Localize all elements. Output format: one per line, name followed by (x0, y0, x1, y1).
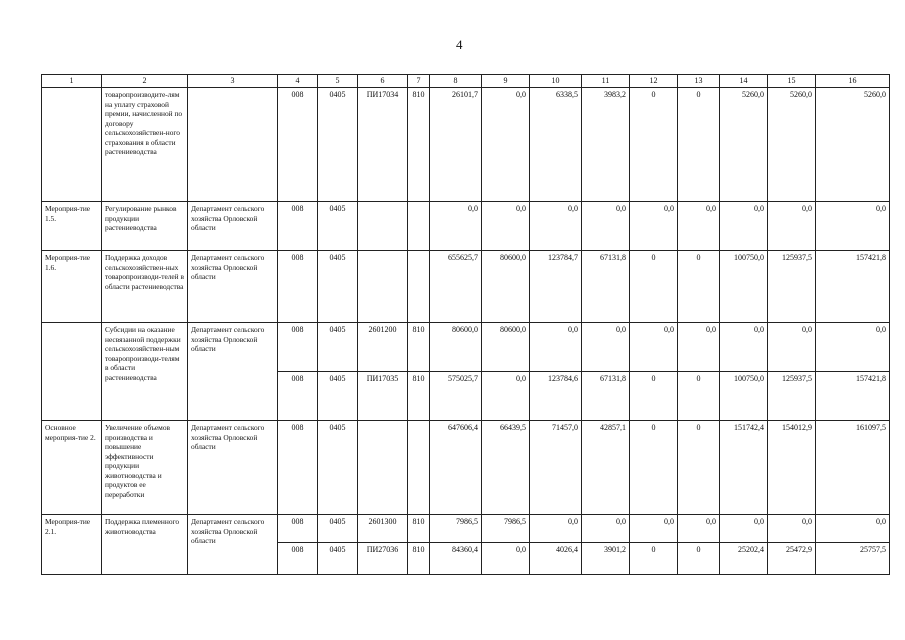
amount-cell: 66439,5 (482, 421, 530, 515)
amount-cell: 3983,2 (582, 88, 630, 202)
code-cell: 008 (278, 323, 318, 372)
amount-cell: 0,0 (720, 323, 768, 372)
code-cell: 0405 (318, 88, 358, 202)
amount-cell: 154012,9 (768, 421, 816, 515)
column-number-header: 7 (408, 75, 430, 88)
code-cell: ПИ27036 (358, 543, 408, 575)
description-cell: Поддержка племенного животноводства (102, 515, 188, 575)
column-number-header: 13 (678, 75, 720, 88)
amount-cell: 5260,0 (816, 88, 890, 202)
code-cell (358, 421, 408, 515)
table-row (42, 88, 890, 202)
amount-cell: 0,0 (530, 202, 582, 251)
amount-cell: 0,0 (630, 323, 678, 372)
column-number-header: 11 (582, 75, 630, 88)
amount-cell: 123784,7 (530, 251, 582, 323)
amount-cell: 575025,7 (430, 372, 482, 421)
code-cell (358, 202, 408, 251)
code-cell: 810 (408, 88, 430, 202)
executor-cell (188, 88, 278, 202)
code-cell: 0405 (318, 515, 358, 543)
measure-cell: Мероприя-тие 2.1. (42, 515, 102, 575)
amount-cell: 647606,4 (430, 421, 482, 515)
column-number-header: 2 (102, 75, 188, 88)
amount-cell: 25472,9 (768, 543, 816, 575)
executor-cell: Департамент сельского хозяйства Орловской области (188, 515, 278, 575)
amount-cell: 0 (630, 251, 678, 323)
code-cell: 008 (278, 202, 318, 251)
table-row (42, 202, 890, 251)
table-row (42, 421, 890, 515)
code-cell: 0405 (318, 421, 358, 515)
measure-cell: Мероприя-тие 1.6. (42, 251, 102, 323)
code-cell (408, 202, 430, 251)
amount-cell: 0,0 (630, 515, 678, 543)
amount-cell: 0,0 (582, 202, 630, 251)
code-cell (358, 251, 408, 323)
code-cell: 0405 (318, 543, 358, 575)
amount-cell: 125937,5 (768, 372, 816, 421)
amount-cell: 0,0 (530, 515, 582, 543)
amount-cell: 0,0 (530, 323, 582, 372)
code-cell: 0405 (318, 202, 358, 251)
amount-cell: 0 (630, 421, 678, 515)
amount-cell: 0 (630, 88, 678, 202)
code-cell: 2601200 (358, 323, 408, 372)
amount-cell: 100750,0 (720, 372, 768, 421)
amount-cell: 157421,8 (816, 372, 890, 421)
amount-cell: 0,0 (768, 202, 816, 251)
column-number-header: 10 (530, 75, 582, 88)
amount-cell: 0,0 (482, 88, 530, 202)
column-number-header: 4 (278, 75, 318, 88)
amount-cell: 42857,1 (582, 421, 630, 515)
measure-cell: Основное мероприя-тие 2. (42, 421, 102, 515)
code-cell (408, 251, 430, 323)
amount-cell: 0,0 (630, 202, 678, 251)
amount-cell: 123784,6 (530, 372, 582, 421)
column-number-header: 5 (318, 75, 358, 88)
column-number-header: 3 (188, 75, 278, 88)
amount-cell: 80600,0 (430, 323, 482, 372)
code-cell: 008 (278, 88, 318, 202)
description-cell: Регулирование рынков продукции растениеводства (102, 202, 188, 251)
executor-cell: Департамент сельского хозяйства Орловской области (188, 202, 278, 251)
table-row (42, 323, 890, 372)
amount-cell: 0 (678, 372, 720, 421)
amount-cell: 0 (678, 251, 720, 323)
amount-cell: 0,0 (816, 323, 890, 372)
column-number-header: 16 (816, 75, 890, 88)
amount-cell: 0,0 (678, 515, 720, 543)
amount-cell: 151742,4 (720, 421, 768, 515)
amount-cell: 0,0 (582, 515, 630, 543)
table-row (42, 251, 890, 323)
amount-cell: 26101,7 (430, 88, 482, 202)
amount-cell: 0 (630, 543, 678, 575)
column-number-header: 14 (720, 75, 768, 88)
amount-cell: 0,0 (582, 323, 630, 372)
executor-cell: Департамент сельского хозяйства Орловской области (188, 421, 278, 515)
amount-cell: 5260,0 (768, 88, 816, 202)
column-number-header: 8 (430, 75, 482, 88)
code-cell: 0405 (318, 372, 358, 421)
amount-cell: 3901,2 (582, 543, 630, 575)
amount-cell: 25202,4 (720, 543, 768, 575)
measure-cell: Мероприя-тие 1.5. (42, 202, 102, 251)
code-cell: 810 (408, 323, 430, 372)
code-cell: 810 (408, 515, 430, 543)
description-cell: Поддержка доходов сельскохозяйствен-ных товаропроизводи-телей в области растениеводства (102, 251, 188, 323)
amount-cell: 80600,0 (482, 323, 530, 372)
amount-cell: 157421,8 (816, 251, 890, 323)
code-cell: 008 (278, 251, 318, 323)
budget-table (41, 74, 890, 575)
description-cell: Увеличение объемов производства и повышение эффективности продукции животноводства и продуктов ее переработки (102, 421, 188, 515)
amount-cell: 0,0 (482, 372, 530, 421)
amount-cell: 0,0 (430, 202, 482, 251)
amount-cell: 655625,7 (430, 251, 482, 323)
amount-cell: 0,0 (720, 202, 768, 251)
column-number-header: 9 (482, 75, 530, 88)
amount-cell: 71457,0 (530, 421, 582, 515)
amount-cell: 4026,4 (530, 543, 582, 575)
amount-cell: 5260,0 (720, 88, 768, 202)
amount-cell: 0 (678, 421, 720, 515)
amount-cell: 0 (678, 88, 720, 202)
executor-cell: Департамент сельского хозяйства Орловской области (188, 323, 278, 421)
measure-cell (42, 323, 102, 421)
table-header-row (42, 75, 890, 88)
amount-cell: 0,0 (678, 323, 720, 372)
description-cell: Субсидии на оказание несвязанной поддержки сельскохозяйствен-ным товаропроизводи-телям в области растениеводства (102, 323, 188, 421)
column-number-header: 12 (630, 75, 678, 88)
amount-cell: 0,0 (768, 515, 816, 543)
amount-cell: 0 (630, 372, 678, 421)
code-cell: 008 (278, 372, 318, 421)
page-number: 4 (456, 37, 463, 52)
code-cell: ПИ17034 (358, 88, 408, 202)
amount-cell: 67131,8 (582, 251, 630, 323)
column-number-header: 6 (358, 75, 408, 88)
code-cell: 008 (278, 543, 318, 575)
column-number-header: 15 (768, 75, 816, 88)
code-cell: 0405 (318, 251, 358, 323)
amount-cell: 0,0 (816, 515, 890, 543)
amount-cell: 7986,5 (430, 515, 482, 543)
amount-cell: 0,0 (720, 515, 768, 543)
table-row (42, 515, 890, 543)
amount-cell: 80600,0 (482, 251, 530, 323)
code-cell: 008 (278, 515, 318, 543)
amount-cell: 100750,0 (720, 251, 768, 323)
amount-cell: 6338,5 (530, 88, 582, 202)
code-cell: 2601300 (358, 515, 408, 543)
executor-cell: Департамент сельского хозяйства Орловской области (188, 251, 278, 323)
amount-cell: 0 (678, 543, 720, 575)
column-number-header: 1 (42, 75, 102, 88)
code-cell: 008 (278, 421, 318, 515)
amount-cell: 161097,5 (816, 421, 890, 515)
amount-cell: 7986,5 (482, 515, 530, 543)
amount-cell: 125937,5 (768, 251, 816, 323)
code-cell: 810 (408, 543, 430, 575)
code-cell: 810 (408, 372, 430, 421)
code-cell: 0405 (318, 323, 358, 372)
code-cell (408, 421, 430, 515)
amount-cell: 67131,8 (582, 372, 630, 421)
description-cell: товаропроизводите-лям на уплату страховой премии, начисленной по договору сельскохозяйствен-ного страхования в области растениеводства (102, 88, 188, 202)
amount-cell: 0,0 (768, 323, 816, 372)
amount-cell: 0,0 (678, 202, 720, 251)
amount-cell: 0,0 (482, 543, 530, 575)
measure-cell (42, 88, 102, 202)
amount-cell: 0,0 (816, 202, 890, 251)
code-cell: ПИ17035 (358, 372, 408, 421)
amount-cell: 0,0 (482, 202, 530, 251)
amount-cell: 84360,4 (430, 543, 482, 575)
amount-cell: 25757,5 (816, 543, 890, 575)
